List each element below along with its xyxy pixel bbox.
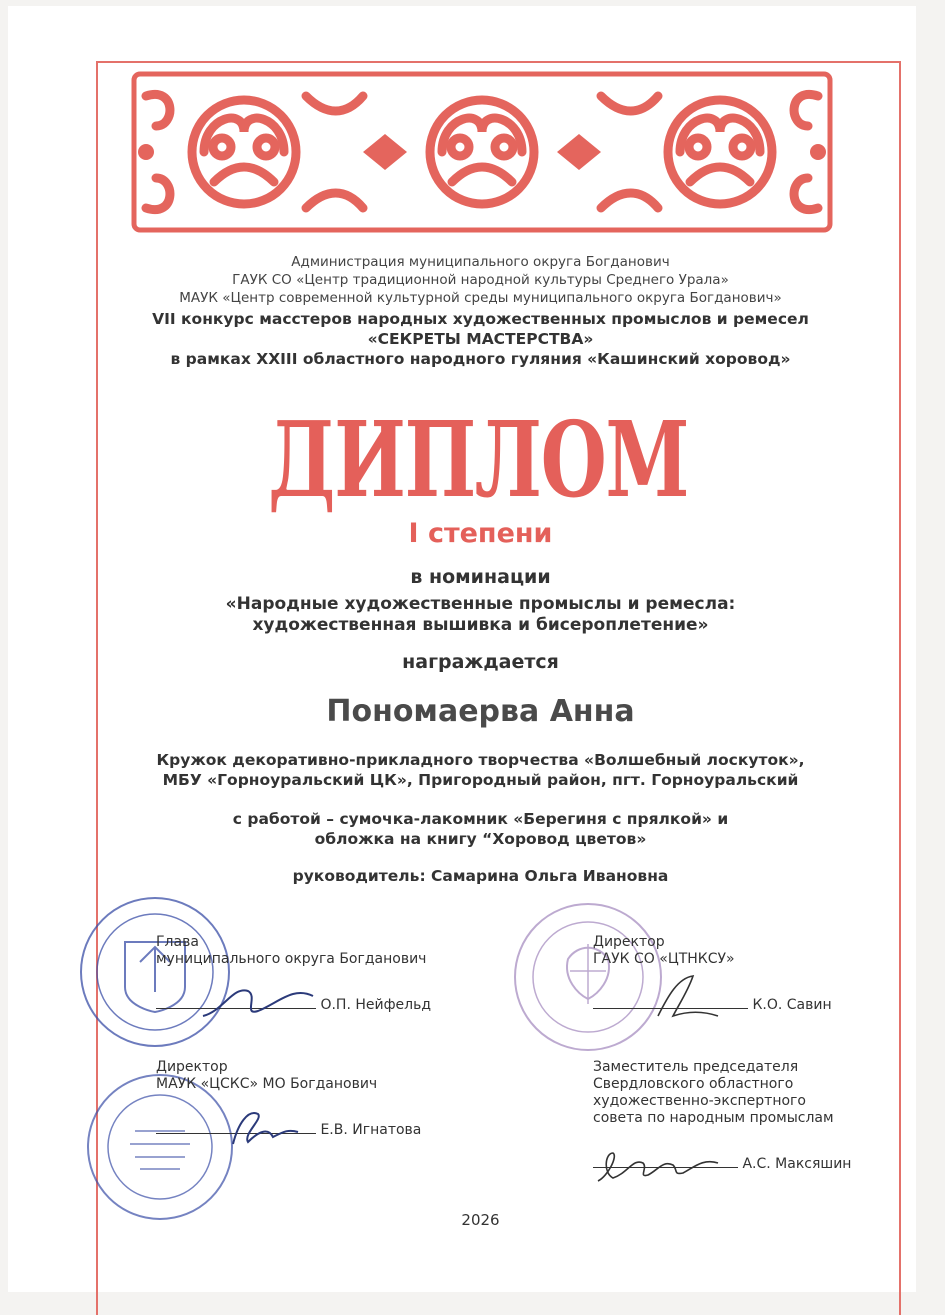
issuer-list <box>98 253 863 307</box>
organization-line-1: Кружок декоративно-прикладного творчества «Волшебный лоскуток», <box>156 751 805 769</box>
contest-line-1: VII конкурс масстеров народных художественных промыслов и ремесел <box>152 310 809 328</box>
contest-info <box>98 309 863 369</box>
deputy-title-4: совета по народным промыслам <box>593 1110 834 1126</box>
document-title <box>258 396 698 521</box>
issuer-line: МАУК «Центр современной культурной среды муниципального округа Богданович» <box>179 290 782 306</box>
degree-label: I степени <box>408 518 553 549</box>
awarded-label: награждается <box>402 651 559 673</box>
work-line-2: обложка на книгу “Хоровод цветов» <box>314 830 647 848</box>
nomination-title <box>98 594 863 636</box>
head-title-1: Глава <box>156 934 199 950</box>
recipient-name: Пономаерва Анна <box>326 694 635 729</box>
head-title-2: муниципального округа Богданович <box>156 951 427 967</box>
director-tnksu-name: К.О. Савин <box>752 997 832 1013</box>
deputy-title-1: Заместитель председателя <box>593 1059 799 1075</box>
nomination-line-1: «Народные художественные промыслы и ремесла: <box>225 594 736 614</box>
document-title-text: ДИПЛОМ <box>268 398 688 521</box>
signature-savin <box>648 971 728 1021</box>
nomination-line-2: художественная вышивка и бисероплетение» <box>252 615 709 635</box>
deputy-title-3: художественно-экспертного <box>593 1093 806 1109</box>
signature-maksyashin <box>593 1146 733 1191</box>
director-tsks-title-1: Директор <box>156 1059 228 1075</box>
supervisor: руководитель: Самарина Ольга Ивановна <box>292 867 669 885</box>
organization-line-2: МБУ «Горноуральский ЦК», Пригородный район, пгт. Горноуральский <box>162 771 799 789</box>
nomination-intro: в номинации <box>410 566 551 588</box>
director-tsks-name: Е.В. Игнатова <box>320 1122 422 1138</box>
issuer-line: ГАУК СО «Центр традиционной народной культуры Среднего Урала» <box>232 272 729 288</box>
work-line-1: с работой – сумочка-лакомник «Берегиня с прялкой» и <box>232 810 729 828</box>
contest-line-2: «СЕКРЕТЫ МАСТЕРСТВА» <box>367 330 594 348</box>
signature-neifeld <box>198 981 318 1026</box>
director-tnksu-title-1: Директор <box>593 934 665 950</box>
head-name: О.П. Нейфельд <box>320 997 432 1013</box>
work-description <box>98 809 863 849</box>
signature-ignatova <box>223 1104 303 1149</box>
director-tsks-title-2: МАУК «ЦСКС» МО Богданович <box>156 1076 378 1092</box>
diploma-sheet <box>8 6 916 1292</box>
deputy-name: А.С. Максяшин <box>742 1156 852 1172</box>
issue-year: 2026 <box>461 1211 500 1229</box>
organization <box>98 750 863 790</box>
decorative-ornament-banner <box>126 66 838 238</box>
director-tnksu-title-2: ГАУК СО «ЦТНКСУ» <box>593 951 735 967</box>
issuer-line: Администрация муниципального округа Богданович <box>291 254 670 270</box>
contest-line-3: в рамках XXIII областного народного гуляния «Кашинский хоровод» <box>170 350 791 368</box>
deputy-title-2: Свердловского областного <box>593 1076 794 1092</box>
